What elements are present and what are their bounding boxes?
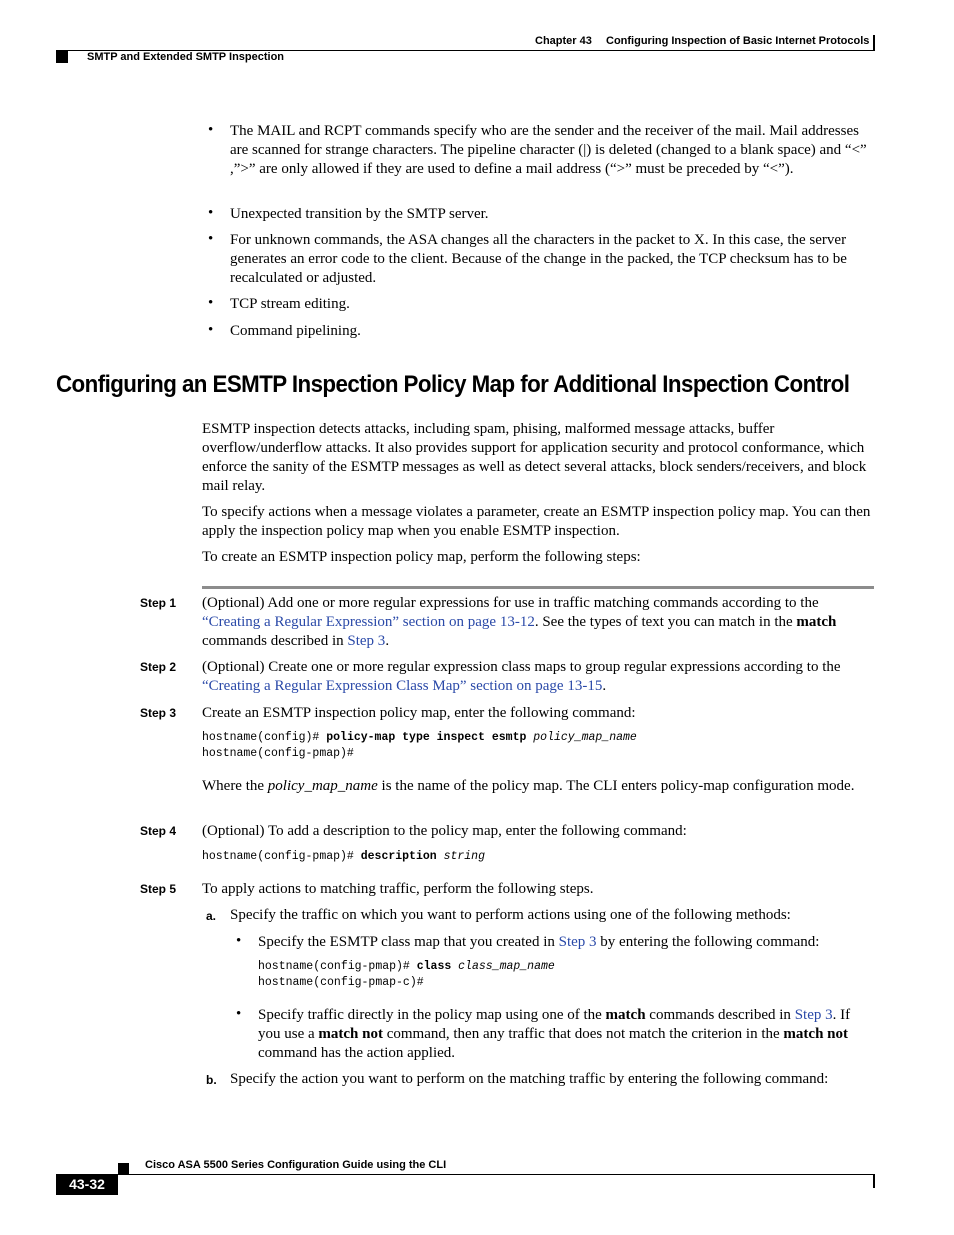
substep-a-label: a. <box>206 909 217 923</box>
bullet-2-bold: match not <box>318 1026 383 1042</box>
step-5-text: To apply actions to matching traffic, perform the following steps. <box>202 881 594 897</box>
page-number: 43-32 <box>56 1174 118 1195</box>
bullet-2-bold: match <box>783 1026 824 1042</box>
step-label: Step 5 <box>140 882 177 896</box>
step-1-text-b: . See the types of text you can match in the <box>534 614 797 630</box>
code-argument: string <box>443 850 485 863</box>
footer-rule-right <box>873 1174 875 1188</box>
bullet-dot: • <box>208 322 214 338</box>
intro-paragraph: To create an ESMTP inspection policy map, perform the following steps: <box>202 549 641 565</box>
intro-paragraph: ESMTP inspection detects attacks, including spam, phising, malformed message attacks, buffer overflow/underflow attacks. It also provides support for application security and protocol conformance, which enforce the sanity of the ESMTP messages as well as detect several attacks, block senders/receivers, and block mail relay. <box>202 421 867 494</box>
header-chapter-title: Configuring Inspection of Basic Internet Protocols <box>606 35 870 47</box>
bullet-item: Command pipelining. <box>230 323 361 339</box>
substep-b-text: Specify the action you want to perform on the matching traffic by entering the following command: <box>230 1071 829 1087</box>
link-step-3[interactable]: Step 3 <box>794 1007 833 1023</box>
code-command: class <box>416 960 452 973</box>
bullet-2-text-e: command has the action applied. <box>258 1045 456 1061</box>
substep-b-label: b. <box>206 1073 217 1087</box>
bullet-1-text-a: Specify the ESMTP class map that you created in <box>258 934 559 950</box>
code-command: description <box>360 850 437 863</box>
footer-rule <box>56 1174 875 1175</box>
link-creating-regex[interactable]: “Creating a Regular Expression” section on page 13-12 <box>202 614 535 630</box>
code-prompt: hostname(config-pmap)# <box>202 850 361 863</box>
step-4-text: (Optional) To add a description to the policy map, enter the following command: <box>202 823 687 839</box>
code-prompt: hostname(config-pmap)# <box>258 960 417 973</box>
step-3-text: Create an ESMTP inspection policy map, enter the following command: <box>202 705 636 721</box>
code-prompt: hostname(config-pmap)# <box>202 747 354 760</box>
step-2-text <box>202 658 876 696</box>
step-1-bold: match <box>796 614 837 630</box>
step-1-text-c: commands described in <box>202 633 348 649</box>
link-step-3[interactable]: Step 3 <box>558 934 597 950</box>
where-italic: policy_map_name <box>267 778 378 794</box>
procedure-rule <box>202 586 874 589</box>
bullet-dot: • <box>208 205 214 221</box>
step-label: Step 4 <box>140 824 177 838</box>
code-block <box>202 849 485 865</box>
bullet-2-text-c: . If you use a <box>258 1007 851 1042</box>
header-rule-right <box>873 35 875 50</box>
code-block <box>258 959 555 991</box>
link-creating-regex-class-map[interactable]: “Creating a Regular Expression Class Map” section on page 13-15 <box>202 678 603 694</box>
bullet-dot: • <box>208 231 214 247</box>
header-section: SMTP and Extended SMTP Inspection <box>87 51 285 63</box>
step-2-text-a: (Optional) Create one or more regular expression class maps to group regular expressions according to the <box>202 659 841 675</box>
step-1-text <box>202 594 876 651</box>
step-1-text-d: . <box>385 633 390 649</box>
header-chapter: Chapter 43 <box>535 35 592 47</box>
bullet-dot: • <box>236 1006 242 1022</box>
code-argument: policy_map_name <box>533 731 637 744</box>
code-command: policy-map type inspect esmtp <box>326 731 527 744</box>
step-1-text-a: (Optional) Add one or more regular expressions for use in traffic matching commands according to the <box>202 595 819 611</box>
step-3-where <box>202 777 876 796</box>
step-label: Step 1 <box>140 596 177 610</box>
step-label: Step 3 <box>140 706 177 720</box>
bullet-item: Unexpected transition by the SMTP server. <box>230 206 489 222</box>
substep-bullet-2 <box>258 1006 876 1063</box>
bullet-2-text-d: command, then any traffic that does not match the criterion in the <box>382 1026 784 1042</box>
section-title: Configuring an ESMTP Inspection Policy Map for Additional Inspection Control <box>56 371 850 398</box>
bullet-dot: • <box>208 295 214 311</box>
where-text-b: is the name of the policy map. The CLI enters policy-map configuration mode. <box>377 778 855 794</box>
bullet-item: The MAIL and RCPT commands specify who are the sender and the receiver of the mail. Mail addresses are scanned for strange characters. The pipeline character (|) is deleted (changed to a blank space) and “<” ,”>” are only allowed if they are used to define a mail address (“>” must be preceded by “<”). <box>230 123 867 177</box>
code-argument: class_map_name <box>458 960 555 973</box>
bullet-1-text-b: by entering the following command: <box>596 934 820 950</box>
bullet-2-text-a: Specify traffic directly in the policy map using one of the <box>258 1007 606 1023</box>
where-text-a: Where the <box>202 778 268 794</box>
bullet-dot: • <box>236 933 242 949</box>
step-2-text-b: . <box>602 678 607 694</box>
bullet-2-bold: not <box>827 1026 849 1042</box>
bullet-item: TCP stream editing. <box>230 296 350 312</box>
substep-a-text: Specify the traffic on which you want to perform actions using one of the following methods: <box>230 907 791 923</box>
header-marker <box>56 51 68 63</box>
bullet-2-text-b: commands described in <box>645 1007 795 1023</box>
substep-bullet-1 <box>258 933 876 952</box>
footer-marker <box>118 1163 129 1174</box>
code-prompt: hostname(config-pmap-c)# <box>258 976 424 989</box>
code-prompt: hostname(config)# <box>202 731 327 744</box>
intro-paragraph: To specify actions when a message violates a parameter, create an ESMTP inspection policy map. You can then apply the inspection policy map when you enable ESMTP inspection. <box>202 504 871 539</box>
link-step-3[interactable]: Step 3 <box>347 633 386 649</box>
bullet-item: For unknown commands, the ASA changes all the characters in the packet to X. In this case, the server generates an error code to the client. Because of the change in the packed, the TCP checksum has to be recalculated or adjusted. <box>230 232 847 286</box>
bullet-dot: • <box>208 122 214 138</box>
step-label: Step 2 <box>140 660 177 674</box>
code-block <box>202 730 637 762</box>
footer-guide-title: Cisco ASA 5500 Series Configuration Guide using the CLI <box>145 1159 447 1171</box>
bullet-2-bold: match <box>605 1007 646 1023</box>
